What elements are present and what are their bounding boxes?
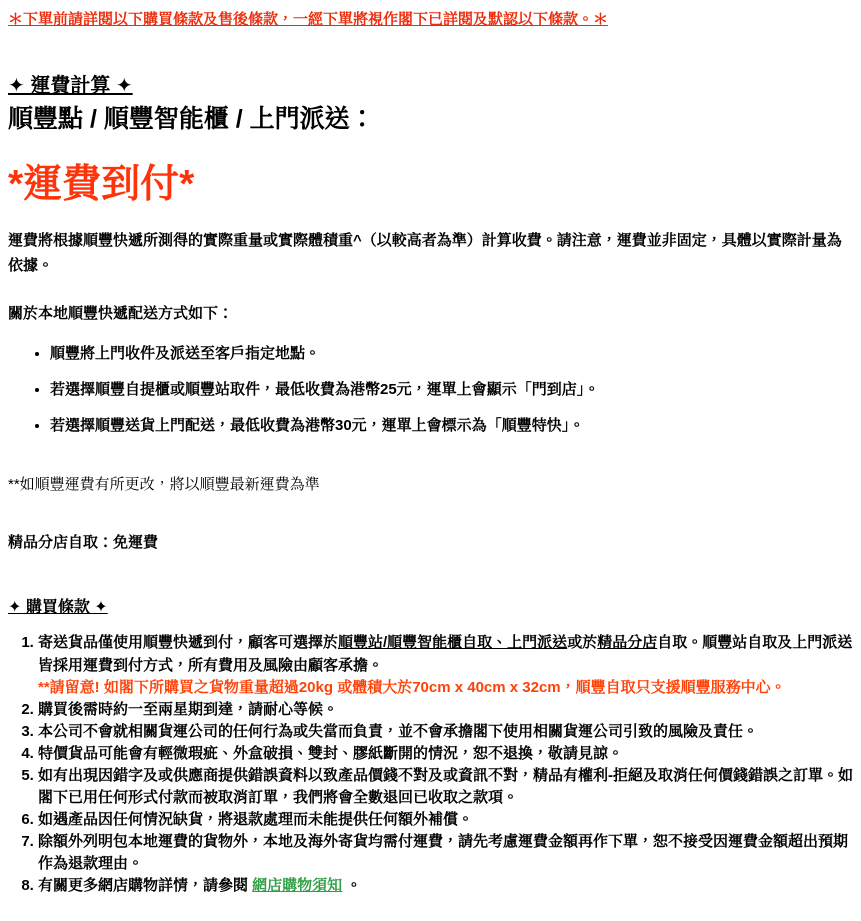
- terms-item-1: [38, 632, 853, 698]
- terms-item-1-text: 自取。順豐站自取及上門派送皆採用運費到付方式，所有費用及風險由顧客承擔。: [38, 634, 853, 674]
- fee-change-note: **如順豐運費有所更改，將以順豐最新運費為準: [8, 476, 320, 494]
- terms-item-6: 6. 如遇產品因任何情況缺貨，將退款處理而未能提供任何額外補償。: [38, 809, 853, 831]
- delivery-methods-intro: 關於本地順豐快遞配送方式如下：: [8, 305, 234, 323]
- store-pickup-free-note: 精品分店自取：免運費: [8, 534, 159, 552]
- terms-item-2: 2. 購買後需時約一至兩星期到達，請耐心等候。: [38, 699, 853, 721]
- list-item: • 順豐將上門收件及派送至客戶指定地點。: [50, 343, 853, 365]
- terms-item-5: 5. 如有出現因錯字及或供應商提供錯誤資料以致產品價錢不對及或資訊不對，精品有權利-拒絕及取消任何價錢錯誤之訂單。如閣下已用任何形式付款而被取消訂單，我們將會全數退回已收取之款項。: [38, 765, 853, 809]
- size-weight-warning: **請留意! 如閣下所購買之貨物重量超過20kg 或體積大於70cm x 40cm x 32cm，順豐自取只支援順豐服務中心。: [38, 678, 786, 696]
- shipping-fee-section-heading: ✦ 運費計算 ✦: [8, 74, 133, 97]
- terms-item-3: 3. 本公司不會就相關貨運公司的任何行為或失當而負責，並不會承擔閣下使用相關貨運公司引致的風險及責任。: [38, 721, 853, 743]
- delivery-methods-list: [8, 343, 853, 436]
- list-item: • 若選擇順豐送貨上門配送，最低收費為港幣30元，運單上會標示為「順豐特快」。: [50, 415, 853, 437]
- terms-item-8-text: 。: [342, 877, 362, 894]
- purchase-terms-list: [8, 632, 853, 897]
- shipping-fee-paragraph: 運費將根據順豐快遞所測得的實際重量或實際體積重^（以較高者為準）計算收費。請注意，運費並非固定，具體以實際計量為依據。: [8, 231, 842, 275]
- top-notice: ＊下單前請詳閱以下購買條款及售後條款，一經下單將視作閣下已詳閱及默認以下條款。＊: [8, 11, 609, 28]
- purchase-terms-heading: ✦ 購買條款 ✦: [8, 599, 108, 617]
- online-shopping-guide-link[interactable]: 網店購物須知: [252, 877, 343, 894]
- terms-item-1-text: 或於: [567, 634, 598, 652]
- terms-item-1-text: 寄送貨品僅使用順豐快遞到付，顧客可選擇於: [38, 634, 339, 652]
- terms-item-1-underlined-store: 精品分店: [597, 634, 658, 652]
- terms-item-8: [38, 875, 853, 897]
- terms-item-7: 7. 除額外列明包本地運費的貨物外，本地及海外寄貨均需付運費，請先考慮運費金額再作下單，恕不接受因運費金額超出預期作為退款理由。: [38, 831, 853, 875]
- shipping-methods-subtitle: 順豐點 / 順豐智能櫃 / 上門派送：: [8, 104, 375, 133]
- terms-item-8-text: 有關更多網店購物詳情，請參閱: [38, 877, 253, 894]
- freight-collect-banner: *運費到付*: [8, 162, 195, 206]
- terms-item-4: 4. 特價貨品可能會有輕微瑕疵、外盒破損、雙封、膠紙斷開的情況，恕不退換，敬請見諒。: [38, 743, 853, 765]
- terms-item-1-underlined-pickup-options: 順豐站/順豐智能櫃自取、上門派送: [338, 634, 568, 652]
- list-item: • 若選擇順豐自提櫃或順豐站取件，最低收費為港幣25元，運單上會顯示「門到店」。: [50, 379, 853, 401]
